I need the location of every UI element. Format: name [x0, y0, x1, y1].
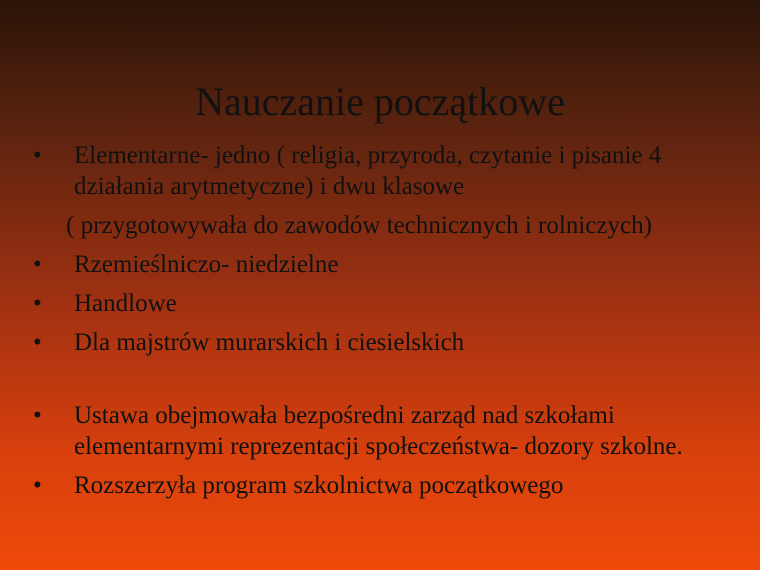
bullet-icon: • — [33, 290, 42, 317]
list-item-text: Rozszerzyła program szkolnictwa początkowego — [74, 472, 564, 499]
list-item — [0, 470, 760, 501]
list-item — [0, 249, 760, 280]
list-spacer — [0, 366, 760, 400]
bullet-list — [0, 140, 760, 509]
list-item-text: Rzemieślniczo- niedzielne — [74, 251, 339, 278]
list-item — [0, 400, 760, 462]
slide-title: Nauczanie początkowe — [195, 79, 565, 124]
list-item-continuation — [0, 210, 760, 241]
list-item — [0, 140, 760, 202]
bullet-icon: • — [33, 251, 42, 278]
list-item-text: ( przygotowywała do zawodów technicznych i rolniczych) — [66, 212, 652, 239]
list-item-text: Handlowe — [74, 290, 177, 317]
bullet-icon: • — [33, 142, 42, 169]
bullet-icon: • — [33, 472, 42, 499]
list-item-text: Ustawa obejmowała bezpośredni zarząd nad szkołami elementarnymi reprezentacji społeczeństwa- dozory szkolne. — [74, 402, 683, 460]
list-item — [0, 327, 760, 358]
list-item-text: Dla majstrów murarskich i ciesielskich — [74, 329, 465, 356]
list-item-text: Elementarne- jedno ( religia, przyroda, czytanie i pisanie 4 działania arytmetyczne) i dwu klasowe — [74, 142, 662, 200]
list-item — [0, 288, 760, 319]
bullet-icon: • — [33, 329, 42, 356]
bullet-icon: • — [33, 402, 42, 429]
